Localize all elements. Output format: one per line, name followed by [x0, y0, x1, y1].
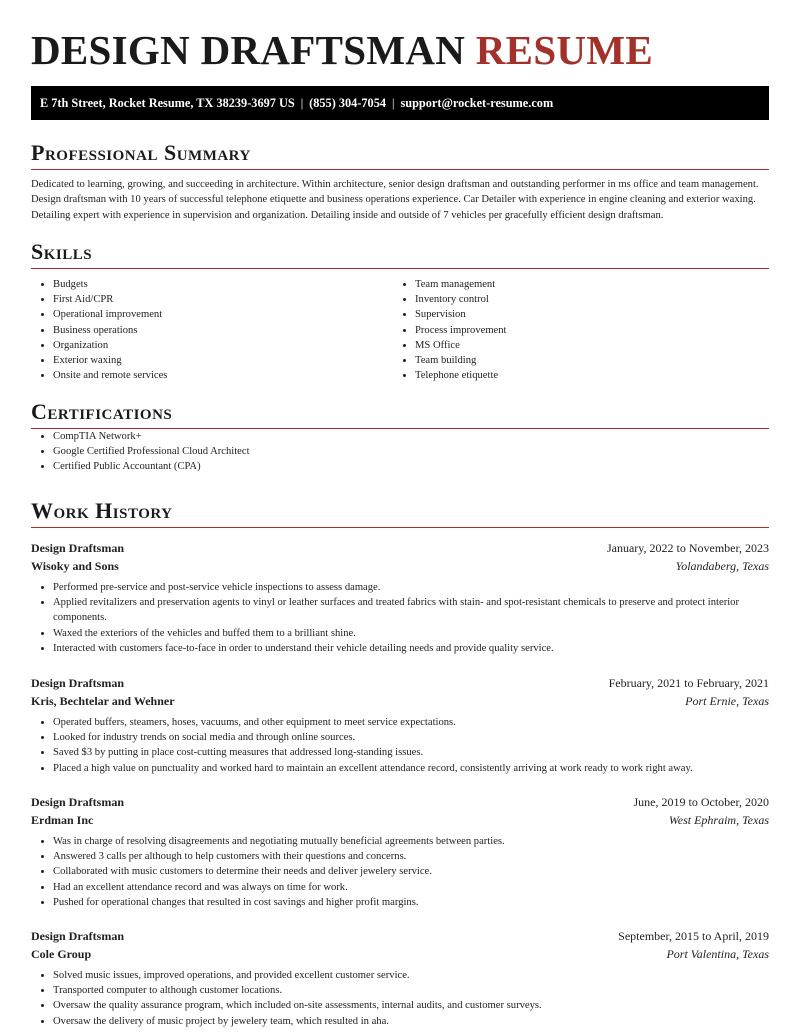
skills-left-list	[31, 277, 393, 383]
job-location: West Ephraim, Texas	[668, 813, 769, 827]
job-bullets	[31, 715, 769, 776]
job-bullet: • Transported computer to although customer locations.	[53, 983, 769, 998]
job-title: Design Draftsman	[31, 676, 124, 690]
job-company-row	[31, 692, 769, 710]
job-entry	[31, 674, 769, 776]
job-bullet: • Oversaw the quality assurance program, which included on-site assessments, internal audits, and customer surveys.	[53, 998, 769, 1013]
contact-separator: |	[300, 96, 304, 110]
job-bullet: • Operated buffers, steamers, hoses, vacuums, and other equipment to meet service expectations.	[53, 715, 769, 730]
job-header-row	[31, 793, 769, 811]
skill-item: • Organization	[53, 338, 393, 353]
job-dates: September, 2015 to April, 2019	[618, 929, 769, 943]
job-company: Cole Group	[31, 947, 92, 961]
contact-address: E 7th Street, Rocket Resume, TX 38239-3697 US	[40, 96, 295, 110]
job-location: Port Valentina, Texas	[666, 947, 769, 961]
summary-heading: Professional Summary	[31, 140, 769, 170]
resume-title-accent: RESUME	[475, 27, 653, 73]
certification-item: • Certified Public Accountant (CPA)	[53, 459, 769, 474]
skill-item: • Telephone etiquette	[415, 368, 755, 383]
job-entry	[31, 539, 769, 656]
skill-item: • Business operations	[53, 323, 393, 338]
job-entry	[31, 793, 769, 910]
job-title: Design Draftsman	[31, 929, 124, 943]
resume-title	[31, 0, 769, 84]
job-entry	[31, 927, 769, 1029]
skill-item: • Team management	[415, 277, 755, 292]
skill-item: • Team building	[415, 353, 755, 368]
job-bullet: • Oversaw the delivery of music project by jewelery team, which resulted in aha.	[53, 1014, 769, 1029]
skills-section	[31, 239, 769, 383]
job-company: Erdman Inc	[31, 813, 94, 827]
resume-title-main: DESIGN DRAFTSMAN	[31, 27, 466, 73]
contact-bar	[31, 86, 769, 120]
job-bullet: • Looked for industry trends on social media and through online sources.	[53, 730, 769, 745]
skill-item: • MS Office	[415, 338, 755, 353]
skills-right-list	[393, 277, 755, 383]
job-dates: January, 2022 to November, 2023	[606, 541, 769, 555]
job-location: Port Ernie, Texas	[685, 694, 769, 708]
job-location: Yolandaberg, Texas	[675, 559, 769, 573]
job-company: Wisoky and Sons	[31, 559, 119, 573]
job-dates: February, 2021 to February, 2021	[608, 676, 769, 690]
certifications-section	[31, 399, 769, 475]
job-company-row	[31, 945, 769, 963]
certification-item: • CompTIA Network+	[53, 429, 769, 444]
certifications-list	[31, 429, 769, 475]
job-title: Design Draftsman	[31, 795, 124, 809]
certifications-heading: Certifications	[31, 399, 769, 429]
job-company: Kris, Bechtelar and Wehner	[31, 694, 175, 708]
job-bullet: • Answered 3 calls per although to help customers with their questions and concerns.	[53, 849, 769, 864]
skill-item: • Onsite and remote services	[53, 368, 393, 383]
job-bullet: • Performed pre-service and post-service vehicle inspections to assess damage.	[53, 580, 769, 595]
summary-section	[31, 140, 769, 223]
job-bullet: • Pushed for operational changes that resulted in cost savings and higher profit margins.	[53, 895, 769, 910]
skills-columns	[31, 277, 769, 383]
job-header-row	[31, 674, 769, 692]
certification-item: • Google Certified Professional Cloud Architect	[53, 444, 769, 459]
job-bullet: • Collaborated with music customers to determine their needs and deliver jewelery service.	[53, 864, 769, 879]
skill-item: • Operational improvement	[53, 307, 393, 322]
job-bullets	[31, 834, 769, 910]
skills-heading: Skills	[31, 239, 769, 269]
skill-item: • Exterior waxing	[53, 353, 393, 368]
job-bullet: • Waxed the exteriors of the vehicles and buffed them to a brilliant shine.	[53, 626, 769, 641]
job-bullet: • Was in charge of resolving disagreements and negotiating mutually beneficial agreements between parties.	[53, 834, 769, 849]
job-company-row	[31, 811, 769, 829]
job-title: Design Draftsman	[31, 541, 124, 555]
job-bullets	[31, 580, 769, 656]
job-bullet: • Had an excellent attendance record and was always on time for work.	[53, 880, 769, 895]
skill-item: • First Aid/CPR	[53, 292, 393, 307]
job-bullet: • Applied revitalizers and preservation agents to vinyl or leather surfaces and treated fabrics with stain- and spot-resistant chemicals to preserve and protect interior components.	[53, 595, 769, 625]
contact-phone[interactable]: (855) 304-7054	[309, 96, 386, 110]
skills-right-column	[393, 277, 755, 383]
job-bullet: • Saved $3 by putting in place cost-cutting measures that addressed long-standing issues.	[53, 745, 769, 760]
job-bullet: • Placed a high value on punctuality and worked hard to maintain an excellent attendance record, consistently arriving at work ready to work right away.	[53, 761, 769, 776]
job-bullet: • Solved music issues, improved operations, and provided excellent customer service.	[53, 968, 769, 983]
work-history-heading: Work History	[31, 498, 769, 528]
work-history-section	[31, 498, 769, 528]
summary-text: Dedicated to learning, growing, and succeeding in architecture. Within architecture, senior design draftsman and outstanding performer in ms office and team management. Design draftsman with 10 years of successful telephone etiquette and business operations experience. Car Detailer with experience in engine cleaning and exterior waxing. Detailing expert with experience in supervision and organization. Detailing inside and outside of 7 vehicles per gracefully efficient design draftsman.	[31, 179, 759, 221]
skill-item: • Budgets	[53, 277, 393, 292]
skill-item: • Process improvement	[415, 323, 755, 338]
contact-separator: |	[392, 96, 395, 110]
job-company-row	[31, 557, 769, 575]
contact-email[interactable]: support@rocket-resume.com	[400, 96, 554, 110]
skills-left-column	[31, 277, 393, 383]
job-bullet: • Interacted with customers face-to-face in order to understand their vehicle detailing needs and provide quality service.	[53, 641, 769, 656]
job-header-row	[31, 539, 769, 557]
job-dates: June, 2019 to October, 2020	[633, 795, 769, 809]
skill-item: • Supervision	[415, 307, 755, 322]
job-header-row	[31, 927, 769, 945]
skill-item: • Inventory control	[415, 292, 755, 307]
job-bullets	[31, 968, 769, 1029]
